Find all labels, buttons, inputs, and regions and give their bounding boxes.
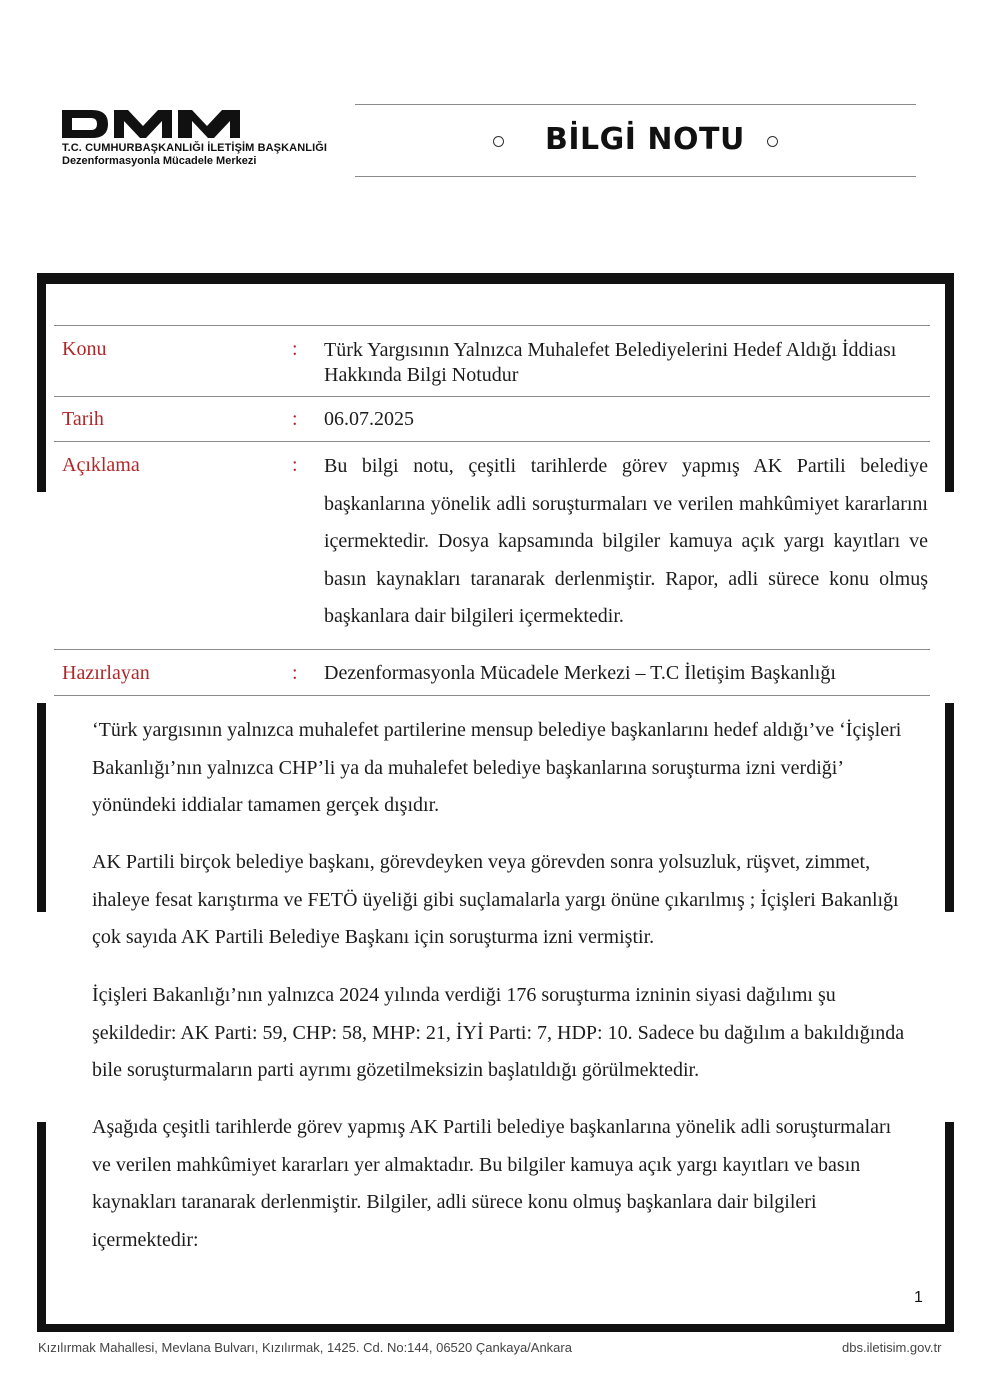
document-title: BİLGİ NOTU: [545, 122, 745, 157]
meta-rule-1: [54, 325, 930, 326]
title-rule-top: [355, 104, 916, 105]
konu-label: Konu: [62, 338, 107, 360]
frame-right-bar-3: [945, 1122, 954, 1332]
aciklama-label: Açıklama: [62, 454, 140, 476]
tarih-value: 06.07.2025: [324, 408, 414, 430]
footer-website-link[interactable]: dbs.iletisim.gov.tr: [842, 1340, 942, 1355]
aciklama-value: Bu bilgi notu, çeşitli tarihlerde görev yapmış AK Partili belediye başkanlarına yönelik adli soruşturmaları ve verilen mahkûmiyet kararlarını içermektedir. Dosya kapsamında bilgiler kamuya açık yargı kayıtları ve basın kaynakları taranarak derlenmiştir. Rapor, adli sürece konu olmuş başkanlara dair bilgileri içermektedir.: [324, 455, 928, 627]
meta-rule-5: [54, 695, 930, 696]
frame-bottom-border: [37, 1324, 954, 1332]
konu-value: Türk Yargısının Yalnızca Muhalefet Belediyelerini Hedef Aldığı İddiası Hakkında Bilgi Notudur: [324, 339, 897, 386]
aciklama-colon: :: [292, 454, 298, 476]
hazirlayan-value: Dezenformasyonla Mücadele Merkezi – T.C İletişim Başkanlığı: [324, 662, 836, 684]
tarih-colon: :: [292, 408, 298, 430]
title-rule-bottom: [355, 176, 916, 177]
paragraph-text: Aşağıda çeşitli tarihlerde görev yapmış AK Partili belediye başkanlarına yönelik adli soruşturmaları ve verilen mahkûmiyet kararları yer almaktadır. Bu bilgiler kamuya açık yargı kayıtları ve basın kaynakları taranarak derlenmiştir. Bilgiler, adli sürece konu olmuş başkanlara dair bilgileri içermektedir:: [92, 1116, 892, 1251]
frame-left-bar-1: [37, 273, 46, 492]
page-number: 1: [914, 1289, 923, 1306]
circle-right-icon: [767, 136, 778, 147]
frame-right-bar-2: [945, 703, 954, 912]
paragraph-text: İçişleri Bakanlığı’nın yalnızca 2024 yılında verdiği 176 soruşturma izninin siyasi dağılımı şu şekildedir: AK Parti: 59, CHP: 58, MHP: 21, İYİ Parti: 7, HDP: 10. Sadece bu dağılım a bakıldığında bile soruşturmaların parti ayrımı gözetilmeksizin başlatıldığı görülmektedir.: [92, 984, 905, 1081]
konu-colon: :: [292, 338, 298, 360]
frame-right-bar-1: [945, 273, 954, 492]
meta-rule-4: [54, 649, 930, 650]
frame-left-bar-3: [37, 1122, 46, 1332]
meta-rule-2: [54, 396, 930, 397]
body-paragraph-2: [92, 844, 912, 957]
frame-top-border: [37, 273, 954, 284]
dmm-logo-mark: [62, 110, 242, 138]
circle-left-icon: [493, 136, 504, 147]
org-line-2: Dezenformasyonla Mücadele Merkezi: [62, 155, 257, 167]
hazirlayan-label: Hazırlayan: [62, 662, 150, 684]
body-paragraph-3: [92, 977, 912, 1090]
meta-rule-3: [54, 441, 930, 442]
footer-address: Kızılırmak Mahallesi, Mevlana Bulvarı, Kızılırmak, 1425. Cd. No:144, 06520 Çankaya/Ankara: [38, 1340, 572, 1355]
org-line-1: T.C. CUMHURBAŞKANLIĞI İLETİŞİM BAŞKANLIĞI: [62, 142, 328, 154]
paragraph-text: AK Partili birçok belediye başkanı, görevdeyken veya görevden sonra yolsuzluk, rüşvet, zimmet, ihaleye fesat karıştırma ve FETÖ üyeliği gibi suçlamalarla yargı önüne çıkarılmış ; İçişleri Bakanlığı çok sayıda AK Partili Belediye Başkanı için soruşturma izni vermiştir.: [92, 851, 899, 948]
tarih-label: Tarih: [62, 408, 104, 430]
frame-left-bar-2: [37, 703, 46, 912]
paragraph-text: ‘Türk yargısının yalnızca muhalefet partilerine mensup belediye başkanlarını hedef aldığı’ve ‘İçişleri Bakanlığı’nın yalnızca CHP’li ya da muhalefet belediye başkanlarına soruşturma izni verdiği’ yönündeki iddialar tamamen gerçek dışıdır.: [92, 719, 902, 816]
body-paragraph-4: [92, 1109, 912, 1259]
body-paragraph-1: [92, 712, 912, 825]
hazirlayan-colon: :: [292, 662, 298, 684]
dmm-logo: [62, 110, 342, 167]
